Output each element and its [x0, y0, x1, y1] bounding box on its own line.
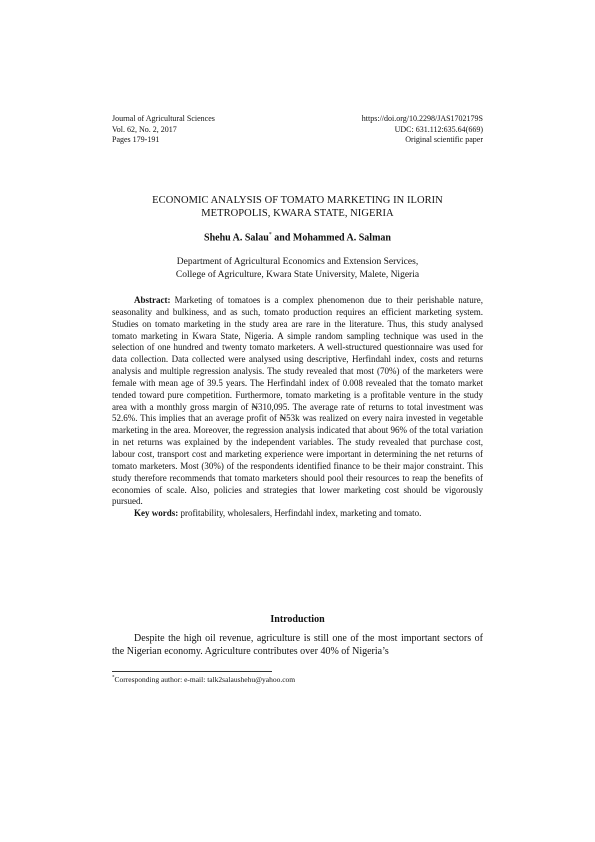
abstract-text: Marketing of tomatoes is a complex phenomenon due to their perishable nature, seasonality and bulkiness, and as such, tomato production requires an efficient marketing system. Studies on tomato marketing in the study area are rare in the literature. Thus, this study analysed tomato marketing in Kwara State, Nigeria. A simple random sampling technique was used in the selection of one hundred and twenty tomato marketers. A well-structured questionnaire was used for data collection. Data collected were analysed using descriptive, Herfindahl index, costs and returns analysis and multiple regression analysis. The study revealed that most (70%) of the marketers were female with mean age of 39.5 years. The Herfindahl index of 0.008 revealed that the tomato market tended toward pure competition. Furthermore, tomato marketing is a profitable venture in the study area with a monthly gross margin of ₦310,095. The average rate of returns to total investment was 52.6%. This implies that an average profit of ₦53k was realized on every naira invested in vegetable marketing in the area. Moreover, the regression analysis indicated that about 96% of the total variation in net returns was explained by the independent variables. The study revealed that purchase cost, labour cost, transport cost and marketing experience were important in determining the net returns of tomato marketers. Most (30%) of the respondents identified finance to be their major constraint. This study therefore recommends that tomato marketers should pool their resources to reap the benefits of economies of scale. Also, policies and strategies that lower marketing cost should be vigorously pursued. [112, 295, 483, 507]
abstract-paragraph [112, 295, 483, 508]
keywords-paragraph [112, 508, 483, 520]
affiliation [112, 256, 483, 282]
author-list [112, 232, 483, 243]
affiliation-line-2: College of Agriculture, Kwara State University, Malete, Nigeria [175, 270, 420, 280]
paper-title [112, 194, 483, 220]
keywords-text: profitability, wholesalers, Herfindahl index, marketing and tomato. [178, 508, 422, 519]
journal-header-left [112, 114, 215, 146]
author-joiner: and [271, 232, 293, 244]
udc-code: UDC: 631.112:635.64(669) [394, 124, 483, 134]
section-heading-introduction: Introduction [270, 614, 325, 625]
title-line-2: METROPOLIS, KWARA STATE, NIGERIA [201, 208, 394, 219]
affiliation-line-1: Department of Agricultural Economics and Extension Services, [176, 257, 419, 267]
footnote-mark: * [112, 675, 115, 681]
paper-type: Original scientific paper [405, 135, 483, 144]
title-line-1: ECONOMIC ANALYSIS OF TOMATO MARKETING IN ILORIN [152, 195, 443, 206]
introduction-body [112, 632, 483, 658]
footnote-divider [112, 671, 272, 672]
journal-header-right [362, 114, 483, 146]
author-2: Mohammed A. Salman [292, 232, 391, 244]
footnote-text[interactable]: Corresponding author: e-mail: talk2salaushehu@yahoo.com [114, 675, 296, 684]
doi-link[interactable]: https://doi.org/10.2298/JAS1702179S [361, 114, 483, 123]
abstract-label: Abstract: [134, 295, 171, 305]
corresponding-mark: * [268, 232, 272, 238]
author-1: Shehu A. Salau [204, 232, 269, 244]
footnote [112, 675, 295, 684]
journal-volume: Vol. 62, No. 2, 2017 [112, 124, 177, 134]
intro-paragraph: Despite the high oil revenue, agriculture is still one of the most important sectors of the Nigerian economy. Agriculture contributes over 40% of Nigeria’s [112, 633, 483, 657]
keywords-label: Key words: [134, 508, 179, 519]
abstract-block [112, 295, 483, 520]
journal-name: Journal of Agricultural Sciences [112, 114, 215, 123]
journal-pages: Pages 179-191 [112, 135, 160, 144]
